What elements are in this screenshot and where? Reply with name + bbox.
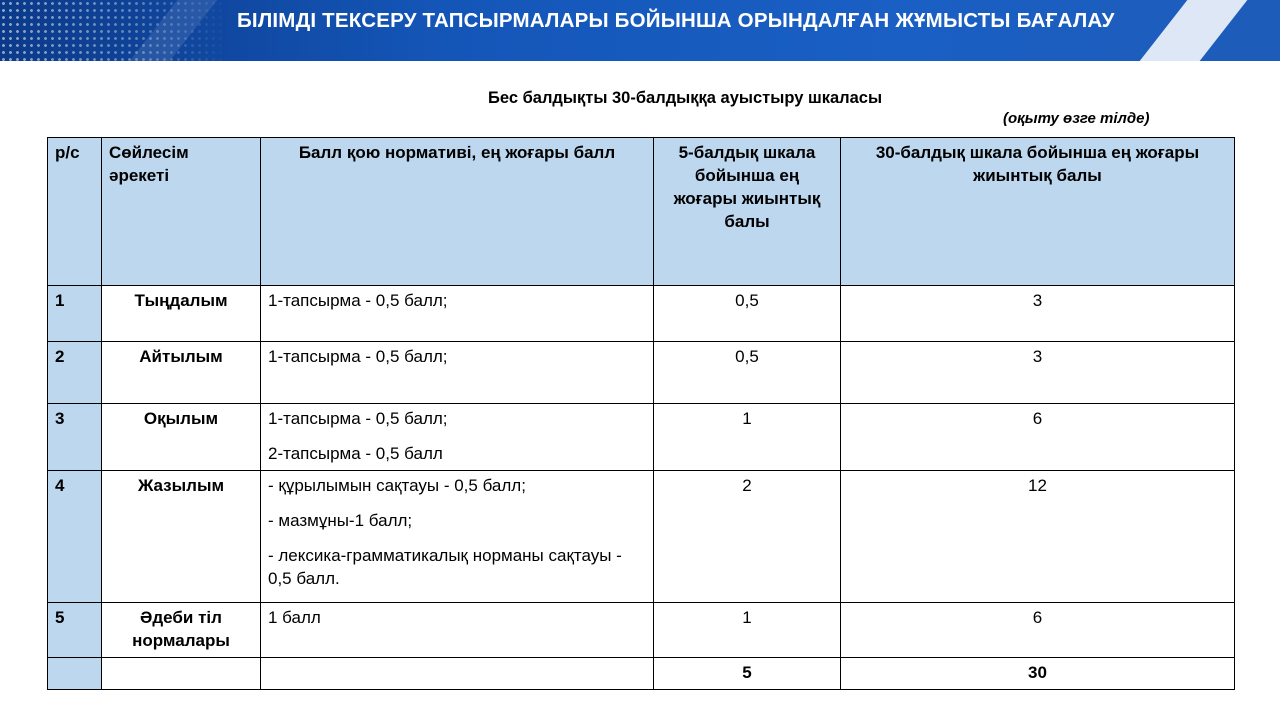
column-header-number: р/с [48, 138, 102, 286]
column-header-score-30: 30-балдық шкала бойынша ең жоғары жиынтық балы [841, 138, 1235, 286]
activity-empty [102, 657, 261, 689]
criteria-line: 1-тапсырма - 0,5 балл; [268, 409, 448, 428]
score-5-cell: 0,5 [654, 286, 841, 342]
column-header-score-5: 5-балдық шкала бойынша ең жоғары жиынтық балы [654, 138, 841, 286]
score-conversion-table [47, 137, 1235, 690]
score-30-cell: 3 [841, 286, 1235, 342]
criteria-line: - құрылымын сақтауы - 0,5 балл; [268, 475, 526, 495]
activity-name: Әдеби тіл нормалары [102, 602, 261, 657]
row-number: 1 [48, 286, 102, 342]
criteria-cell [261, 470, 654, 602]
table-total-row [48, 657, 1235, 689]
score-5-cell: 0,5 [654, 342, 841, 404]
table-row [48, 286, 1235, 342]
row-number: 5 [48, 602, 102, 657]
score-30-cell: 12 [841, 470, 1235, 602]
criteria-cell [261, 602, 654, 657]
total-score-5: 5 [654, 657, 841, 689]
criteria-cell [261, 342, 654, 404]
score-5-cell: 1 [654, 404, 841, 471]
criteria-line: 1-тапсырма - 0,5 балл; [268, 347, 448, 366]
column-header-activity: Сөйлесім әрекеті [102, 138, 261, 286]
table-row [48, 404, 1235, 471]
column-header-criteria: Балл қою нормативі, ең жоғары балл [261, 138, 654, 286]
criteria-line: - мазмұны-1 балл; [268, 510, 413, 530]
total-score-30: 30 [841, 657, 1235, 689]
criteria-line: 1 балл [268, 607, 321, 627]
criteria-cell [261, 404, 654, 471]
score-30-cell: 6 [841, 404, 1235, 471]
score-30-cell: 3 [841, 342, 1235, 404]
page-title: БІЛІМДІ ТЕКСЕРУ ТАПСЫРМАЛАРЫ БОЙЫНША ОРЫНДАЛҒАН ЖҰМЫСТЫ БАҒАЛАУ [237, 9, 1115, 32]
score-5-cell: 2 [654, 470, 841, 602]
activity-name: Тыңдалым [102, 286, 261, 342]
criteria-line: 1-тапсырма - 0,5 балл; [268, 291, 448, 310]
row-number: 4 [48, 470, 102, 602]
table-caption: Бес балдықты 30-балдыққа ауыстыру шкаласы [488, 89, 883, 107]
criteria-cell [261, 286, 654, 342]
row-number: 2 [48, 342, 102, 404]
table-row [48, 602, 1235, 657]
activity-name: Жазылым [102, 470, 261, 602]
table-header-row [48, 138, 1235, 286]
row-number: 3 [48, 404, 102, 471]
activity-name: Айтылым [102, 342, 261, 404]
table-note: (оқыту өзге тілде) [1003, 110, 1150, 127]
criteria-empty [261, 657, 654, 689]
score-5-cell: 1 [654, 602, 841, 657]
criteria-line: - лексика-грамматикалық норманы сақтауы - 0,5 балл. [268, 545, 622, 588]
table-row [48, 342, 1235, 404]
criteria-line: 2-тапсырма - 0,5 балл [268, 443, 443, 463]
table-row [48, 470, 1235, 602]
row-number-empty [48, 657, 102, 689]
header-banner [0, 0, 1280, 61]
activity-name: Оқылым [102, 404, 261, 471]
score-30-cell: 6 [841, 602, 1235, 657]
